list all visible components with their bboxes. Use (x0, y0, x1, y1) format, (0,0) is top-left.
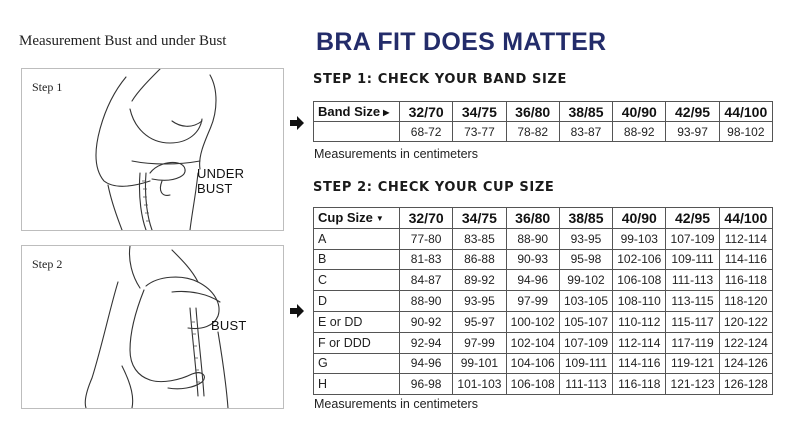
cup-measure-cell: 103-105 (559, 291, 612, 312)
cup-measure-cell: 118-120 (719, 291, 772, 312)
cup-measure-cell: 100-102 (506, 311, 559, 332)
cup-letter: H (314, 374, 400, 395)
cup-measure-cell: 84-87 (400, 270, 453, 291)
cup-measure-cell: 90-93 (506, 249, 559, 270)
cup-measure-cell: 99-101 (453, 353, 506, 374)
cup-measure-cell: 121-123 (666, 374, 719, 395)
cup-size-col: 38/85 (559, 208, 612, 229)
cup-size-col: 40/90 (613, 208, 666, 229)
band-measure-row (314, 122, 773, 142)
arrow-right-icon (289, 115, 305, 131)
cup-measure-cell: 119-121 (666, 353, 719, 374)
cup-measure-cell: 97-99 (506, 291, 559, 312)
cup-row (314, 311, 773, 332)
cup-measure-cell: 89-92 (453, 270, 506, 291)
cup-size-col: 42/95 (666, 208, 719, 229)
cup-row (314, 270, 773, 291)
cup-measure-cell: 86-88 (453, 249, 506, 270)
cup-measure-cell: 111-113 (666, 270, 719, 291)
cup-note: Measurements in centimeters (314, 397, 478, 411)
cup-letter: C (314, 270, 400, 291)
cup-letter: G (314, 353, 400, 374)
band-measure-cell: 68-72 (400, 122, 453, 142)
cup-measure-cell: 106-108 (506, 374, 559, 395)
cup-letter: A (314, 228, 400, 249)
band-size-col: 40/90 (613, 102, 666, 122)
cup-measure-cell: 102-104 (506, 332, 559, 353)
cup-measure-cell: 95-97 (453, 311, 506, 332)
cup-measure-cell: 92-94 (400, 332, 453, 353)
cup-measure-cell: 106-108 (613, 270, 666, 291)
cup-size-corner (314, 208, 400, 229)
cup-measure-cell: 111-113 (559, 374, 612, 395)
band-measure-cell: 98-102 (719, 122, 772, 142)
cup-measure-cell: 116-118 (719, 270, 772, 291)
cup-letter: D (314, 291, 400, 312)
cup-row (314, 228, 773, 249)
cup-measure-cell: 117-119 (666, 332, 719, 353)
cup-measure-cell: 81-83 (400, 249, 453, 270)
band-size-col: 42/95 (666, 102, 719, 122)
cup-measure-cell: 109-111 (559, 353, 612, 374)
cup-measure-cell: 112-114 (719, 228, 772, 249)
cup-section-title: STEP 2: CHECK YOUR CUP SIZE (313, 180, 555, 195)
cup-measure-cell: 104-106 (506, 353, 559, 374)
band-measure-corner (314, 122, 400, 142)
cup-measure-cell: 93-95 (453, 291, 506, 312)
cup-size-table (313, 207, 773, 395)
band-note: Measurements in centimeters (314, 147, 478, 161)
cup-letter: B (314, 249, 400, 270)
cup-measure-cell: 102-106 (613, 249, 666, 270)
cup-measure-cell: 107-109 (666, 228, 719, 249)
band-size-col: 34/75 (453, 102, 506, 122)
step2-illustration (21, 245, 284, 409)
cup-size-col: 36/80 (506, 208, 559, 229)
cup-measure-cell: 88-90 (400, 291, 453, 312)
cup-measure-cell: 113-115 (666, 291, 719, 312)
triangle-down-icon: ▼ (375, 214, 384, 224)
band-header-row (314, 102, 773, 122)
cup-row (314, 374, 773, 395)
band-size-col: 44/100 (719, 102, 772, 122)
band-measure-cell: 93-97 (666, 122, 719, 142)
band-size-col: 38/85 (559, 102, 612, 122)
cup-corner-label: Cup Size (318, 210, 373, 226)
cup-measure-cell: 122-124 (719, 332, 772, 353)
cup-measure-cell: 107-109 (559, 332, 612, 353)
cup-measure-cell: 96-98 (400, 374, 453, 395)
cup-measure-cell: 93-95 (559, 228, 612, 249)
band-size-col: 32/70 (400, 102, 453, 122)
band-measure-cell: 88-92 (613, 122, 666, 142)
underbust-label: UNDER BUST (197, 166, 245, 196)
cup-measure-cell: 94-96 (400, 353, 453, 374)
band-measure-cell: 83-87 (559, 122, 612, 142)
cup-measure-cell: 88-90 (506, 228, 559, 249)
band-size-corner (314, 102, 400, 122)
cup-measure-cell: 109-111 (666, 249, 719, 270)
cup-row (314, 332, 773, 353)
cup-measure-cell: 108-110 (613, 291, 666, 312)
cup-measure-cell: 95-98 (559, 249, 612, 270)
step1-label: Step 1 (32, 80, 63, 94)
cup-measure-cell: 120-122 (719, 311, 772, 332)
cup-measure-cell: 99-102 (559, 270, 612, 291)
cup-row (314, 291, 773, 312)
cup-size-col: 32/70 (400, 208, 453, 229)
band-size-table (313, 101, 773, 142)
page-title: BRA FIT DOES MATTER (316, 28, 607, 56)
step2-label: Step 2 (32, 257, 63, 271)
cup-row (314, 249, 773, 270)
cup-measure-cell: 126-128 (719, 374, 772, 395)
cup-row (314, 353, 773, 374)
cup-size-col: 44/100 (719, 208, 772, 229)
cup-measure-cell: 94-96 (506, 270, 559, 291)
cup-measure-cell: 90-92 (400, 311, 453, 332)
cup-measure-cell: 112-114 (613, 332, 666, 353)
cup-measure-cell: 114-116 (719, 249, 772, 270)
cup-header-row (314, 208, 773, 229)
cup-measure-cell: 97-99 (453, 332, 506, 353)
band-size-col: 36/80 (506, 102, 559, 122)
band-measure-cell: 78-82 (506, 122, 559, 142)
band-section-title: STEP 1: CHECK YOUR BAND SIZE (313, 72, 567, 87)
bust-label: BUST (211, 318, 247, 333)
cup-measure-cell: 124-126 (719, 353, 772, 374)
arrow-right-icon (289, 303, 305, 319)
cup-measure-cell: 105-107 (559, 311, 612, 332)
cup-measure-cell: 99-103 (613, 228, 666, 249)
cup-measure-cell: 101-103 (453, 374, 506, 395)
cup-measure-cell: 110-112 (613, 311, 666, 332)
cup-measure-cell: 115-117 (666, 311, 719, 332)
band-corner-label: Band Size (318, 104, 381, 119)
cup-letter: E or DD (314, 311, 400, 332)
triangle-right-icon: ▶ (383, 108, 390, 117)
cup-measure-cell: 77-80 (400, 228, 453, 249)
cup-measure-cell: 116-118 (613, 374, 666, 395)
left-title: Measurement Bust and under Bust (19, 33, 227, 49)
cup-size-col: 34/75 (453, 208, 506, 229)
cup-measure-cell: 83-85 (453, 228, 506, 249)
cup-letter: F or DDD (314, 332, 400, 353)
step1-illustration (21, 68, 284, 231)
cup-measure-cell: 114-116 (613, 353, 666, 374)
band-measure-cell: 73-77 (453, 122, 506, 142)
